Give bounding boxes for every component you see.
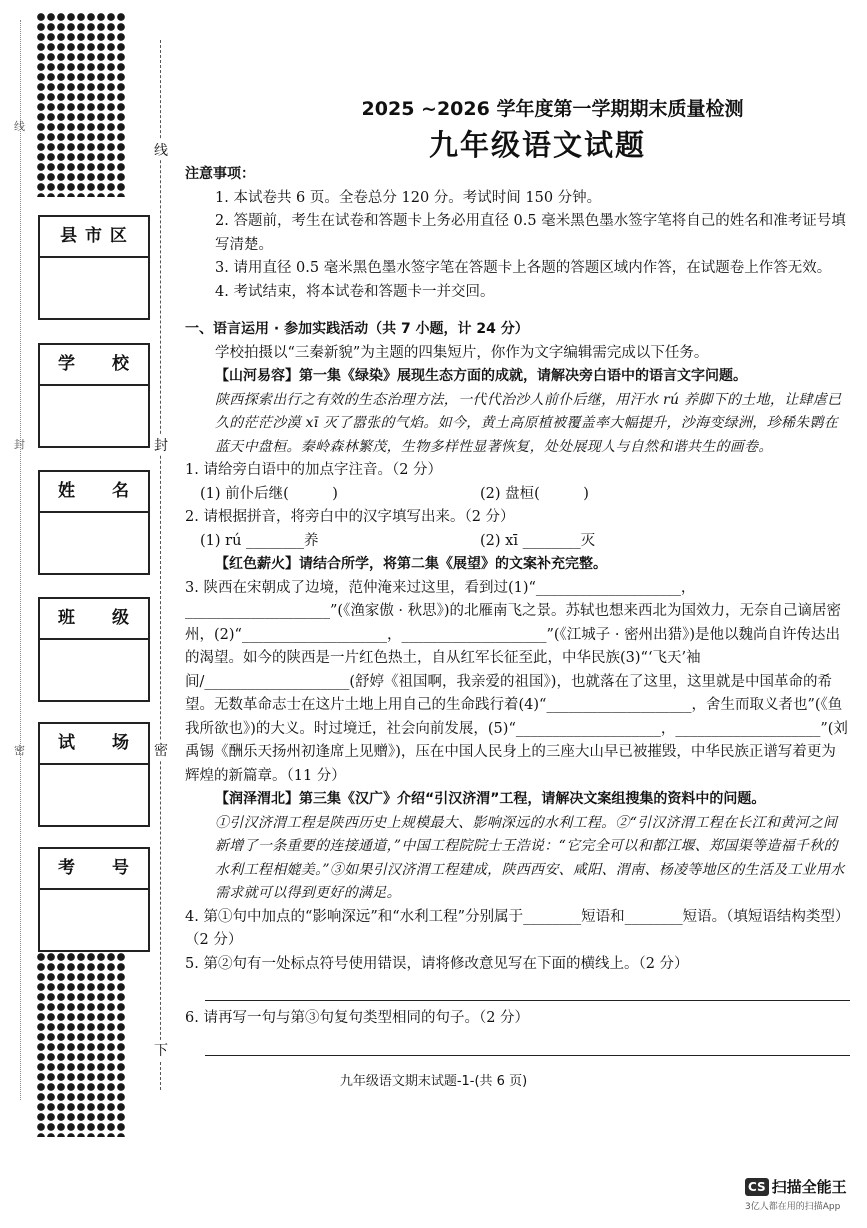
question-2: 2. 请根据拼音，将旁白中的汉字填写出来。（2 分） bbox=[185, 509, 515, 525]
question-5: 5. 第②句有一处标点符号使用错误，请将修改意见写在下面的横线上。（2 分） bbox=[185, 955, 689, 972]
field-school[interactable] bbox=[38, 343, 150, 448]
exam-content bbox=[185, 98, 850, 1062]
exam-title: 2025 ~2026 学年度第一学期期末质量检测 bbox=[361, 98, 744, 120]
field-county-label: 县 市 区 bbox=[40, 217, 148, 258]
edge-mark-mi: 密 bbox=[14, 744, 25, 757]
q1-blank-a[interactable]: (1) 前仆后继( ) bbox=[200, 485, 338, 502]
camscanner-logo-icon: CS bbox=[745, 1178, 769, 1196]
question-6: 6. 请再写一句与第③句复句类型相同的句子。（2 分） bbox=[185, 1010, 530, 1026]
section-title: 一、语言运用 · 参加实践活动（共 7 小题，计 24 分） bbox=[185, 321, 529, 337]
field-school-label: 学 校 bbox=[40, 345, 148, 386]
section-intro: 学校拍摄以“三秦新貌”为主题的四集短片，你作为文字编辑需完成以下任务。 bbox=[215, 344, 709, 361]
field-county[interactable] bbox=[38, 215, 150, 320]
question-3[interactable]: 3. 陕西在宋朝成了边境，范仲淹来过这里，看到过(1)“____________________，____________________”(《渔家傲 · 秋思》)的北雁南飞之景。苏轼也想来西北为国效力，无奈自己谪居密州，(2)“____________________，____________________”(《江城子 · 密州出猎》)是他以魏尚自许传达出的渴望。如今的陕西是一片红色热土，自从红军长征至此，中华民族(3)“‘飞天’袖间/____________________(舒婷《祖国啊，我亲爱的祖国》)，也就落在了这里，这里就是中国革命的希望。无数革命志士在这片土地上用自己的生命践行着(4)“____________________，舍生而取义者也”(《鱼我所欲也》)的大义。时过境迁，社会向前发展，(5)“____________________，____________________”(刘禹锡《酬乐天扬州初逢席上见赠》)，压在中国人民身上的三座大山早已被摧毁，中华民族正谱写着更为辉煌的新篇章。（11 分） bbox=[185, 579, 848, 784]
binding-edge-line bbox=[20, 20, 21, 1100]
part3-heading: 【润泽渭北】第三集《汉广》介绍“引汉济渭”工程，请解决文案组搜集的资料中的问题。 bbox=[215, 791, 766, 807]
q1-blank-b[interactable]: (2) 盘桓( ) bbox=[480, 485, 589, 502]
part1-heading: 【山河易容】第一集《绿染》展现生态方面的成就，请解决旁白语中的语言文字问题。 bbox=[215, 368, 747, 384]
part2-heading: 【红色薪火】请结合所学，将第二集《展望》的文案补充完整。 bbox=[215, 556, 607, 572]
seal-mark-xian: 线 bbox=[153, 140, 169, 160]
page-footer: 九年级语文期末试题-1-(共 6 页) bbox=[339, 1074, 528, 1089]
note-item: 1. 本试卷共 6 页。全卷总分 120 分。考试时间 150 分钟。 bbox=[215, 189, 602, 206]
scanner-watermark bbox=[745, 1176, 847, 1212]
field-name[interactable] bbox=[38, 470, 150, 575]
question-2-options bbox=[185, 530, 850, 554]
q5-answer-line[interactable] bbox=[205, 980, 850, 1001]
field-room[interactable] bbox=[38, 722, 150, 827]
q2-blank-a[interactable]: (1) rú ________养 bbox=[200, 532, 319, 549]
passage-3: ①引汉济渭工程是陕西历史上规模最大、影响深远的水利工程。②“引汉济渭工程在长江和黄河之间新增了一条重要的连接通道，”中国工程院院士王浩说：“它完全可以和都江堰、郑国渠等造福千秋的水利工程相媲美。”③如果引汉济渭工程建成，陕西西安、咸阳、渭南、杨凌等地区的生活及工业用水需求就可以得到更好的满足。 bbox=[215, 814, 845, 901]
question-1: 1. 请给旁白语中的加点字注音。（2 分） bbox=[185, 462, 443, 478]
seal-line bbox=[160, 40, 161, 1090]
watermark-tagline: 3亿人都在用的扫描App bbox=[745, 1202, 841, 1212]
question-1-options bbox=[185, 483, 850, 507]
watermark-name: 扫描全能王 bbox=[771, 1178, 847, 1196]
note-item: 4. 考试结束，将本试卷和答题卡一并交回。 bbox=[215, 283, 495, 300]
omr-dot-grid-bottom bbox=[36, 952, 126, 1137]
note-item: 3. 请用直径 0.5 毫米黑色墨水签字笔在答题卡上各题的答题区域内作答，在试题卷上作答无效。 bbox=[215, 260, 832, 276]
field-class[interactable] bbox=[38, 597, 150, 702]
seal-mark-xia: 下 bbox=[153, 1040, 169, 1060]
field-exam-number-label: 考 号 bbox=[40, 849, 148, 890]
q6-answer-line[interactable] bbox=[205, 1035, 850, 1056]
exam-subtitle: 九年级语文试题 bbox=[428, 127, 646, 162]
field-room-label: 试 场 bbox=[40, 724, 148, 765]
field-name-label: 姓 名 bbox=[40, 472, 148, 513]
question-4[interactable]: 4. 第①句中加点的“影响深远”和“水利工程”分别属于________短语和________短语。（填短语结构类型）（2 分） bbox=[185, 908, 850, 948]
seal-mark-feng: 封 bbox=[153, 435, 169, 455]
notes-heading: 注意事项： bbox=[185, 166, 255, 182]
edge-mark-feng: 封 bbox=[14, 438, 25, 451]
note-item: 2. 答题前，考生在试卷和答题卡上务必用直径 0.5 毫米黑色墨水签字笔将自己的姓名和准考证号填写清楚。 bbox=[215, 213, 846, 253]
seal-mark-mi: 密 bbox=[153, 740, 169, 760]
passage-1: 陕西探索出行之有效的生态治理方法，一代代治沙人前仆后继，用汗水 rú 养脚下的土地，让肆虐已久的茫茫沙漠 xī 灭了嚣张的气焰。如今，黄土高原植被覆盖率大幅提升，沙海变绿洲，珍稀朱鹮在蓝天中盘桓。秦岭森林繁茂，生物多样性显著恢复，处处展现人与自然和谐共生的画卷。 bbox=[215, 391, 842, 455]
field-class-label: 班 级 bbox=[40, 599, 148, 640]
q2-blank-b[interactable]: (2) xī ________灭 bbox=[480, 532, 596, 549]
omr-dot-grid-top bbox=[36, 12, 126, 197]
edge-mark-xian: 线 bbox=[14, 120, 25, 133]
field-exam-number[interactable] bbox=[38, 847, 150, 952]
